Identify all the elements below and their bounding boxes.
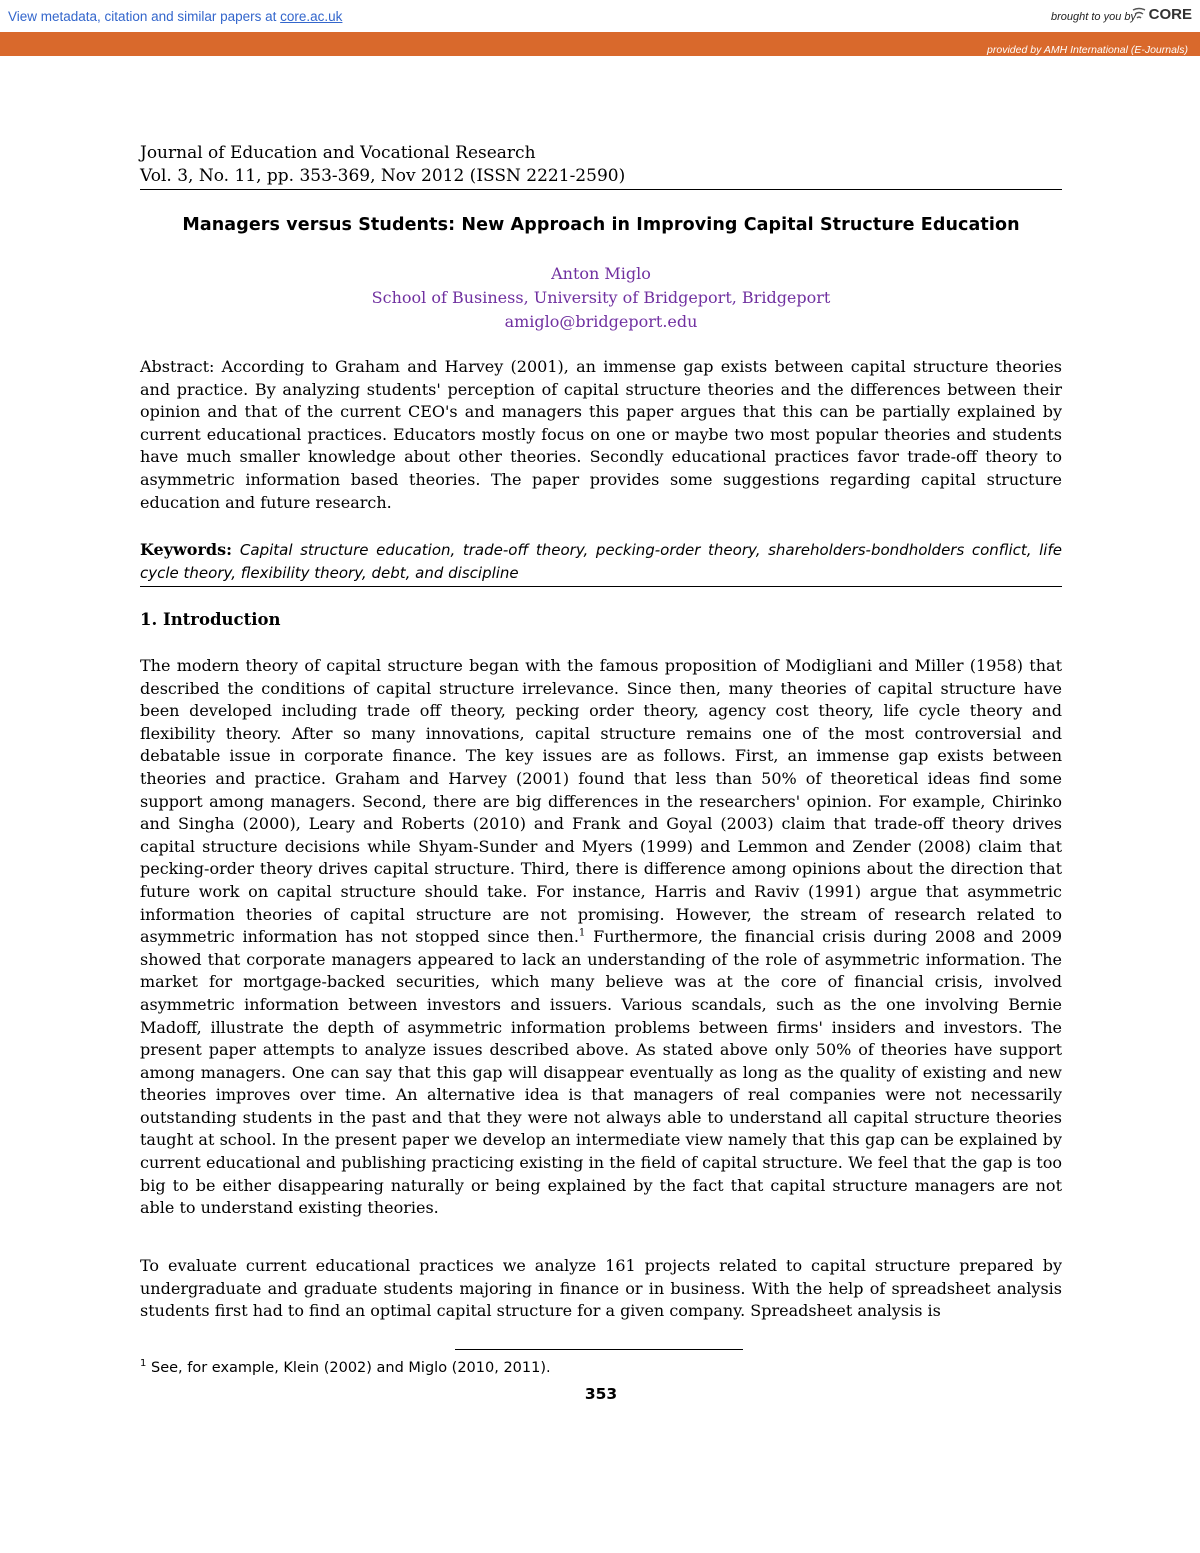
header-rule: [140, 189, 1062, 190]
keywords: [140, 539, 1062, 584]
core-logo-icon: [1131, 7, 1147, 23]
keywords-label: Keywords:: [140, 540, 233, 559]
keywords-list: Capital structure education, trade-off theory, pecking-order theory, shareholders-bondholders conflict, life cycle theory, flexibility theory, debt, and discipline: [140, 541, 1062, 582]
provided-by-label: provided by AMH International (E-Journals): [987, 44, 1188, 56]
footnote-ref-1[interactable]: 1: [578, 927, 586, 939]
section-heading-introduction: 1. Introduction: [140, 610, 281, 629]
abstract-label: Abstract:: [140, 357, 215, 376]
intro-p1-part-a: The modern theory of capital structure began with the famous proposition of Modigliani and Miller (1958) that described the conditions of capital structure irrelevance. Since then, many theories of capital structure have been developed including trade off theory, pecking order theory, agency cost theory, life cycle theory and flexibility theory. After so many innovations, capital structure remains one of the most controversial and debatable issue in corporate finance. The key issues are as follows. First, an immense gap exists between theories and practice. Graham and Harvey (2001) found that less than 50% of theoretical ideas find some support among managers. Second, there are big differences in the researchers' opinion. For example, Chirinko and Singha (2000), Leary and Roberts (2010) and Frank and Goyal (2003) claim that trade-off theory drives capital structure decisions while Shyam-Sunder and Myers (1999) and Lemmon and Zender (2008) claim that pecking-order theory drives capital structure. Third, there is difference among opinions about the direction that future work on capital structure should take. For instance, Harris and Raviv (1991) argue that asymmetric information theories of capital structure are not promising. However, the stream of research related to asymmetric information has not stopped since then.: [140, 656, 1062, 947]
author-block: [140, 262, 1062, 334]
core-header: [0, 0, 1200, 32]
core-logo-text: CORE: [1148, 6, 1192, 23]
footnote: [140, 1360, 1062, 1376]
journal-volume: Vol. 3, No. 11, pp. 353-369, Nov 2012 (ISSN 2221-2590): [140, 166, 626, 186]
author-email[interactable]: amiglo@bridgeport.edu: [504, 312, 698, 331]
intro-paragraph-2: To evaluate current educational practices we analyze 161 projects related to capital structure prepared by undergraduate and graduate students majoring in finance or in business. With the help of spreadsheet analysis students first had to find an optimal capital structure for a given company. Spreadsheet analysis is: [140, 1256, 1062, 1321]
footnote-text: See, for example, Klein (2002) and Miglo (2010, 2011).: [146, 1360, 551, 1376]
footnote-rule: [455, 1349, 743, 1350]
footnote-mark: 1: [140, 1358, 147, 1370]
core-ac-uk-link[interactable]: core.ac.uk: [280, 9, 343, 24]
core-logo[interactable]: [1131, 6, 1192, 23]
intro-p1-part-b: Furthermore, the financial crisis during 2008 and 2009 showed that corporate managers appeared to lack an understanding of the role of asymmetric information. The market for mortgage-backed securities, which many believe was at the core of financial crisis, involved asymmetric information between investors and issuers. Various scandals, such as the one involving Bernie Madoff, illustrate the depth of asymmetric information problems between firms' insiders and investors. The present paper attempts to analyze issues described above. As stated above only 50% of theories have support among managers. One can say that this gap will disappear eventually as long as the quality of existing and new theories improves over time. An alternative idea is that managers of real companies were not necessarily outstanding students in the past and that they were not always able to understand all capital structure theories taught at school. In the present paper we develop an intermediate view namely that this gap can be explained by current educational and publishing practicing existing in the field of capital structure. We feel that the gap is too big to be either disappearing naturally or being explained by the fact that capital structure managers are not able to understand existing theories.: [140, 927, 1063, 1218]
page-number: 353: [584, 1385, 618, 1403]
brought-to-you-label: brought to you by: [1050, 11, 1136, 23]
journal-name: Journal of Education and Vocational Research: [140, 143, 536, 163]
paper-title: Managers versus Students: New Approach in Improving Capital Structure Education: [182, 215, 1020, 235]
author-name: Anton Miglo: [551, 264, 651, 283]
journal-header: [140, 142, 1062, 188]
author-affiliation: School of Business, University of Bridgeport, Bridgeport: [371, 288, 831, 307]
keywords-rule: [140, 586, 1062, 587]
abstract-text: According to Graham and Harvey (2001), an immense gap exists between capital structure theories and practice. By analyzing students' perception of capital structure theories and the differences between their opinion and that of the current CEO's and managers this paper argues that this can be partially explained by current educational practices. Educators mostly focus on one or maybe two most popular theories and students have much smaller knowledge about other theories. Secondly educational practices favor trade-off theory to asymmetric information based theories. The paper provides some suggestions regarding capital structure education and future research.: [140, 357, 1062, 512]
abstract: [140, 356, 1062, 514]
intro-paragraph-1: [140, 655, 1062, 1220]
core-metadata-link[interactable]: View metadata, citation and similar papers at core.ac.uk: [8, 9, 343, 24]
